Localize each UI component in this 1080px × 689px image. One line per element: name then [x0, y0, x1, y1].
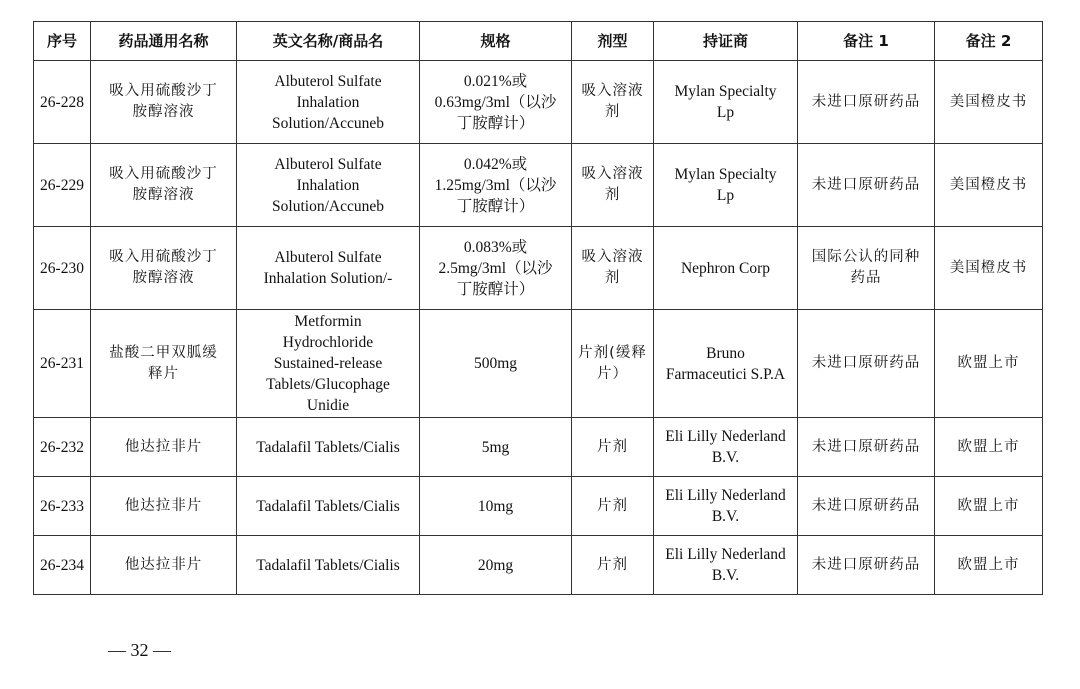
cell-serial: 26-231 [34, 310, 91, 418]
drug-table [33, 21, 1043, 595]
table-row [34, 144, 1043, 227]
cell-license-holder: Bruno Farmaceutici S.P.A [654, 310, 798, 418]
cell-generic-name: 他达拉非片 [91, 536, 237, 595]
header-dosage-form: 剂型 [572, 22, 654, 61]
header-license-holder: 持证商 [654, 22, 798, 61]
cell-generic-name: 吸入用硫酸沙丁 胺醇溶液 [91, 61, 237, 144]
cell-note-1: 国际公认的同种 药品 [798, 227, 935, 310]
cell-dosage-form: 吸入溶液 剂 [572, 61, 654, 144]
cell-english-name: Albuterol Sulfate Inhalation Solution/Accuneb [237, 61, 420, 144]
cell-generic-name: 盐酸二甲双胍缓 释片 [91, 310, 237, 418]
cell-generic-name: 吸入用硫酸沙丁 胺醇溶液 [91, 144, 237, 227]
cell-generic-name: 吸入用硫酸沙丁 胺醇溶液 [91, 227, 237, 310]
header-generic-name: 药品通用名称 [91, 22, 237, 61]
cell-serial: 26-234 [34, 536, 91, 595]
cell-generic-name: 他达拉非片 [91, 418, 237, 477]
cell-english-name: Albuterol Sulfate Inhalation Solution/Accuneb [237, 144, 420, 227]
header-note-1: 备注 1 [798, 22, 935, 61]
cell-specification: 20mg [420, 536, 572, 595]
cell-license-holder: Eli Lilly Nederland B.V. [654, 536, 798, 595]
cell-english-name: Metformin Hydrochloride Sustained-release Tablets/Glucophage Unidie [237, 310, 420, 418]
table-row [34, 310, 1043, 418]
cell-note-1: 未进口原研药品 [798, 477, 935, 536]
cell-dosage-form: 吸入溶液 剂 [572, 144, 654, 227]
cell-note-2: 欧盟上市 [935, 536, 1043, 595]
table-row [34, 61, 1043, 144]
table-row [34, 536, 1043, 595]
header-note-2: 备注 2 [935, 22, 1043, 61]
table-header-row [34, 22, 1043, 61]
cell-serial: 26-229 [34, 144, 91, 227]
cell-specification: 0.042%或 1.25mg/3ml（以沙 丁胺醇计） [420, 144, 572, 227]
cell-note-1: 未进口原研药品 [798, 310, 935, 418]
cell-specification: 5mg [420, 418, 572, 477]
cell-dosage-form: 片剂 [572, 418, 654, 477]
cell-dosage-form: 吸入溶液 剂 [572, 227, 654, 310]
cell-note-1: 未进口原研药品 [798, 418, 935, 477]
cell-note-2: 欧盟上市 [935, 310, 1043, 418]
cell-note-2: 美国橙皮书 [935, 144, 1043, 227]
cell-license-holder: Nephron Corp [654, 227, 798, 310]
cell-specification: 0.021%或 0.63mg/3ml（以沙 丁胺醇计） [420, 61, 572, 144]
cell-note-1: 未进口原研药品 [798, 536, 935, 595]
cell-serial: 26-230 [34, 227, 91, 310]
cell-note-2: 欧盟上市 [935, 418, 1043, 477]
cell-note-2: 美国橙皮书 [935, 61, 1043, 144]
cell-generic-name: 他达拉非片 [91, 477, 237, 536]
cell-dosage-form: 片剂(缓释 片） [572, 310, 654, 418]
cell-dosage-form: 片剂 [572, 477, 654, 536]
cell-note-1: 未进口原研药品 [798, 61, 935, 144]
cell-license-holder: Eli Lilly Nederland B.V. [654, 477, 798, 536]
cell-serial: 26-233 [34, 477, 91, 536]
cell-english-name: Tadalafil Tablets/Cialis [237, 418, 420, 477]
cell-note-1: 未进口原研药品 [798, 144, 935, 227]
table-row [34, 477, 1043, 536]
cell-specification: 0.083%或 2.5mg/3ml（以沙 丁胺醇计） [420, 227, 572, 310]
page-number: — 32 — [108, 640, 171, 660]
cell-note-2: 欧盟上市 [935, 477, 1043, 536]
header-english-name: 英文名称/商品名 [237, 22, 420, 61]
cell-license-holder: Mylan Specialty Lp [654, 61, 798, 144]
cell-dosage-form: 片剂 [572, 536, 654, 595]
cell-serial: 26-228 [34, 61, 91, 144]
cell-license-holder: Mylan Specialty Lp [654, 144, 798, 227]
cell-specification: 10mg [420, 477, 572, 536]
table-row [34, 227, 1043, 310]
cell-license-holder: Eli Lilly Nederland B.V. [654, 418, 798, 477]
cell-note-2: 美国橙皮书 [935, 227, 1043, 310]
cell-specification: 500mg [420, 310, 572, 418]
header-serial: 序号 [34, 22, 91, 61]
cell-serial: 26-232 [34, 418, 91, 477]
cell-english-name: Albuterol Sulfate Inhalation Solution/- [237, 227, 420, 310]
cell-english-name: Tadalafil Tablets/Cialis [237, 536, 420, 595]
header-specification: 规格 [420, 22, 572, 61]
cell-english-name: Tadalafil Tablets/Cialis [237, 477, 420, 536]
table-row [34, 418, 1043, 477]
